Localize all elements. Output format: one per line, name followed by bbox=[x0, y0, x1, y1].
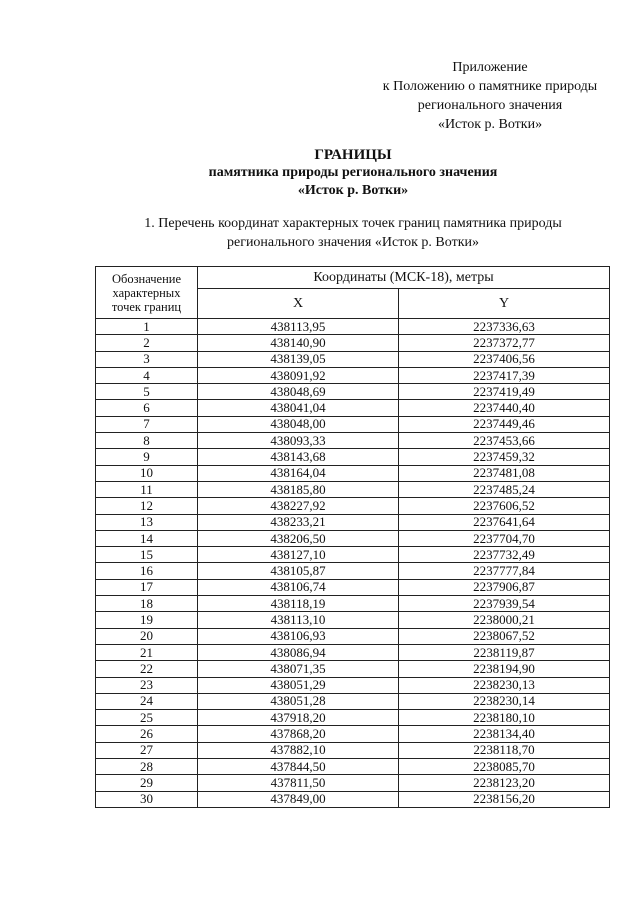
x-coordinate-cell: 438093,33 bbox=[198, 433, 399, 449]
x-coordinate-cell: 438091,92 bbox=[198, 367, 399, 383]
point-column-header bbox=[96, 267, 198, 319]
table-row bbox=[96, 791, 610, 807]
table-row bbox=[96, 742, 610, 758]
table-row bbox=[96, 514, 610, 530]
point-number-cell: 1 bbox=[96, 319, 198, 335]
y-coordinate-cell: 2238067,52 bbox=[399, 628, 610, 644]
x-coordinate-cell: 438185,80 bbox=[198, 481, 399, 497]
table-row bbox=[96, 319, 610, 335]
section-heading bbox=[0, 214, 640, 252]
title-line: «Исток р. Вотки» bbox=[297, 183, 409, 198]
x-coordinate-cell: 437844,50 bbox=[198, 759, 399, 775]
x-coordinate-cell: 438140,90 bbox=[198, 335, 399, 351]
y-column-header: Y bbox=[399, 289, 610, 319]
appendix-line: «Исток р. Вотки» bbox=[437, 117, 543, 132]
y-coordinate-cell: 2237453,66 bbox=[399, 433, 610, 449]
y-coordinate-cell: 2237372,77 bbox=[399, 335, 610, 351]
y-coordinate-cell: 2237336,63 bbox=[399, 319, 610, 335]
point-header-line: Обозначение bbox=[111, 271, 182, 286]
table-row bbox=[96, 710, 610, 726]
point-number-cell: 9 bbox=[96, 449, 198, 465]
x-coordinate-cell: 438227,92 bbox=[198, 498, 399, 514]
y-coordinate-cell: 2237485,24 bbox=[399, 481, 610, 497]
table-row bbox=[96, 579, 610, 595]
point-number-cell: 13 bbox=[96, 514, 198, 530]
point-number-cell: 3 bbox=[96, 351, 198, 367]
table-row bbox=[96, 351, 610, 367]
table-row bbox=[96, 612, 610, 628]
y-coordinate-cell: 2238230,13 bbox=[399, 677, 610, 693]
table-row bbox=[96, 400, 610, 416]
table-row bbox=[96, 644, 610, 660]
table-row bbox=[96, 335, 610, 351]
point-number-cell: 27 bbox=[96, 742, 198, 758]
x-coordinate-cell: 438051,29 bbox=[198, 677, 399, 693]
y-coordinate-cell: 2238230,14 bbox=[399, 693, 610, 709]
x-coordinate-cell: 438118,19 bbox=[198, 596, 399, 612]
appendix-line: Приложение bbox=[452, 60, 528, 75]
y-coordinate-cell: 2238180,10 bbox=[399, 710, 610, 726]
table-row bbox=[96, 449, 610, 465]
section-heading-line: регионального значения «Исток р. Вотки» bbox=[226, 235, 479, 250]
y-coordinate-cell: 2237417,39 bbox=[399, 367, 610, 383]
x-coordinate-cell: 438233,21 bbox=[198, 514, 399, 530]
y-coordinate-cell: 2238123,20 bbox=[399, 775, 610, 791]
point-number-cell: 14 bbox=[96, 530, 198, 546]
point-number-cell: 19 bbox=[96, 612, 198, 628]
point-number-cell: 30 bbox=[96, 791, 198, 807]
table-row bbox=[96, 759, 610, 775]
point-number-cell: 23 bbox=[96, 677, 198, 693]
x-coordinate-cell: 438105,87 bbox=[198, 563, 399, 579]
y-coordinate-cell: 2237606,52 bbox=[399, 498, 610, 514]
y-coordinate-cell: 2237440,40 bbox=[399, 400, 610, 416]
title-line: ГРАНИЦЫ bbox=[314, 147, 392, 163]
y-coordinate-cell: 2237449,46 bbox=[399, 416, 610, 432]
point-number-cell: 12 bbox=[96, 498, 198, 514]
x-coordinate-cell: 438086,94 bbox=[198, 644, 399, 660]
x-coordinate-cell: 437918,20 bbox=[198, 710, 399, 726]
point-number-cell: 5 bbox=[96, 384, 198, 400]
appendix-line: к Положению о памятнике природы bbox=[382, 79, 598, 94]
x-coordinate-cell: 438206,50 bbox=[198, 530, 399, 546]
point-number-cell: 11 bbox=[96, 481, 198, 497]
x-coordinate-cell: 438071,35 bbox=[198, 661, 399, 677]
x-coordinate-cell: 437868,20 bbox=[198, 726, 399, 742]
point-number-cell: 26 bbox=[96, 726, 198, 742]
point-number-cell: 2 bbox=[96, 335, 198, 351]
table-row bbox=[96, 726, 610, 742]
table-row bbox=[96, 775, 610, 791]
coordinates-header: Координаты (МСК-18), метры bbox=[198, 267, 610, 289]
point-number-cell: 16 bbox=[96, 563, 198, 579]
point-number-cell: 29 bbox=[96, 775, 198, 791]
table-row bbox=[96, 416, 610, 432]
point-number-cell: 17 bbox=[96, 579, 198, 595]
point-header-line: характерных bbox=[112, 285, 181, 300]
x-coordinate-cell: 437849,00 bbox=[198, 791, 399, 807]
x-coordinate-cell: 438106,93 bbox=[198, 628, 399, 644]
table-row bbox=[96, 693, 610, 709]
x-coordinate-cell: 438106,74 bbox=[198, 579, 399, 595]
y-coordinate-cell: 2237704,70 bbox=[399, 530, 610, 546]
table-row bbox=[96, 530, 610, 546]
document-title bbox=[0, 146, 640, 200]
point-header-line: точек границ bbox=[111, 299, 182, 314]
table-row bbox=[96, 384, 610, 400]
point-number-cell: 20 bbox=[96, 628, 198, 644]
y-coordinate-cell: 2237481,08 bbox=[399, 465, 610, 481]
y-coordinate-cell: 2238119,87 bbox=[399, 644, 610, 660]
x-coordinate-cell: 438127,10 bbox=[198, 547, 399, 563]
x-coordinate-cell: 437811,50 bbox=[198, 775, 399, 791]
section-heading-line: 1. Перечень координат характерных точек границ памятника природы bbox=[144, 216, 562, 231]
table-row bbox=[96, 677, 610, 693]
table-row bbox=[96, 498, 610, 514]
point-number-cell: 18 bbox=[96, 596, 198, 612]
y-coordinate-cell: 2238156,20 bbox=[399, 791, 610, 807]
point-number-cell: 7 bbox=[96, 416, 198, 432]
table-row bbox=[96, 661, 610, 677]
table-row bbox=[96, 563, 610, 579]
y-coordinate-cell: 2238194,90 bbox=[399, 661, 610, 677]
appendix-header bbox=[340, 58, 640, 134]
x-coordinate-cell: 438139,05 bbox=[198, 351, 399, 367]
y-coordinate-cell: 2237641,64 bbox=[399, 514, 610, 530]
table-row bbox=[96, 465, 610, 481]
point-number-cell: 22 bbox=[96, 661, 198, 677]
x-coordinate-cell: 438113,95 bbox=[198, 319, 399, 335]
point-number-cell: 25 bbox=[96, 710, 198, 726]
table-row bbox=[96, 547, 610, 563]
y-coordinate-cell: 2237939,54 bbox=[399, 596, 610, 612]
x-coordinate-cell: 437882,10 bbox=[198, 742, 399, 758]
y-coordinate-cell: 2237419,49 bbox=[399, 384, 610, 400]
y-coordinate-cell: 2237732,49 bbox=[399, 547, 610, 563]
x-coordinate-cell: 438113,10 bbox=[198, 612, 399, 628]
x-coordinate-cell: 438051,28 bbox=[198, 693, 399, 709]
x-coordinate-cell: 438048,69 bbox=[198, 384, 399, 400]
y-coordinate-cell: 2238085,70 bbox=[399, 759, 610, 775]
point-number-cell: 15 bbox=[96, 547, 198, 563]
title-line: памятника природы регионального значения bbox=[208, 165, 498, 180]
point-number-cell: 4 bbox=[96, 367, 198, 383]
point-number-cell: 28 bbox=[96, 759, 198, 775]
y-coordinate-cell: 2238118,70 bbox=[399, 742, 610, 758]
y-coordinate-cell: 2238000,21 bbox=[399, 612, 610, 628]
y-coordinate-cell: 2238134,40 bbox=[399, 726, 610, 742]
table-row bbox=[96, 481, 610, 497]
y-coordinate-cell: 2237459,32 bbox=[399, 449, 610, 465]
x-coordinate-cell: 438041,04 bbox=[198, 400, 399, 416]
coordinates-table bbox=[95, 266, 610, 808]
point-number-cell: 21 bbox=[96, 644, 198, 660]
x-column-header: X bbox=[198, 289, 399, 319]
y-coordinate-cell: 2237406,56 bbox=[399, 351, 610, 367]
x-coordinate-cell: 438143,68 bbox=[198, 449, 399, 465]
x-coordinate-cell: 438048,00 bbox=[198, 416, 399, 432]
table-row bbox=[96, 596, 610, 612]
point-number-cell: 24 bbox=[96, 693, 198, 709]
y-coordinate-cell: 2237906,87 bbox=[399, 579, 610, 595]
table-row bbox=[96, 628, 610, 644]
table-row bbox=[96, 367, 610, 383]
y-coordinate-cell: 2237777,84 bbox=[399, 563, 610, 579]
point-number-cell: 10 bbox=[96, 465, 198, 481]
appendix-line: регионального значения bbox=[417, 98, 563, 113]
x-coordinate-cell: 438164,04 bbox=[198, 465, 399, 481]
point-number-cell: 6 bbox=[96, 400, 198, 416]
point-number-cell: 8 bbox=[96, 433, 198, 449]
table-row bbox=[96, 433, 610, 449]
